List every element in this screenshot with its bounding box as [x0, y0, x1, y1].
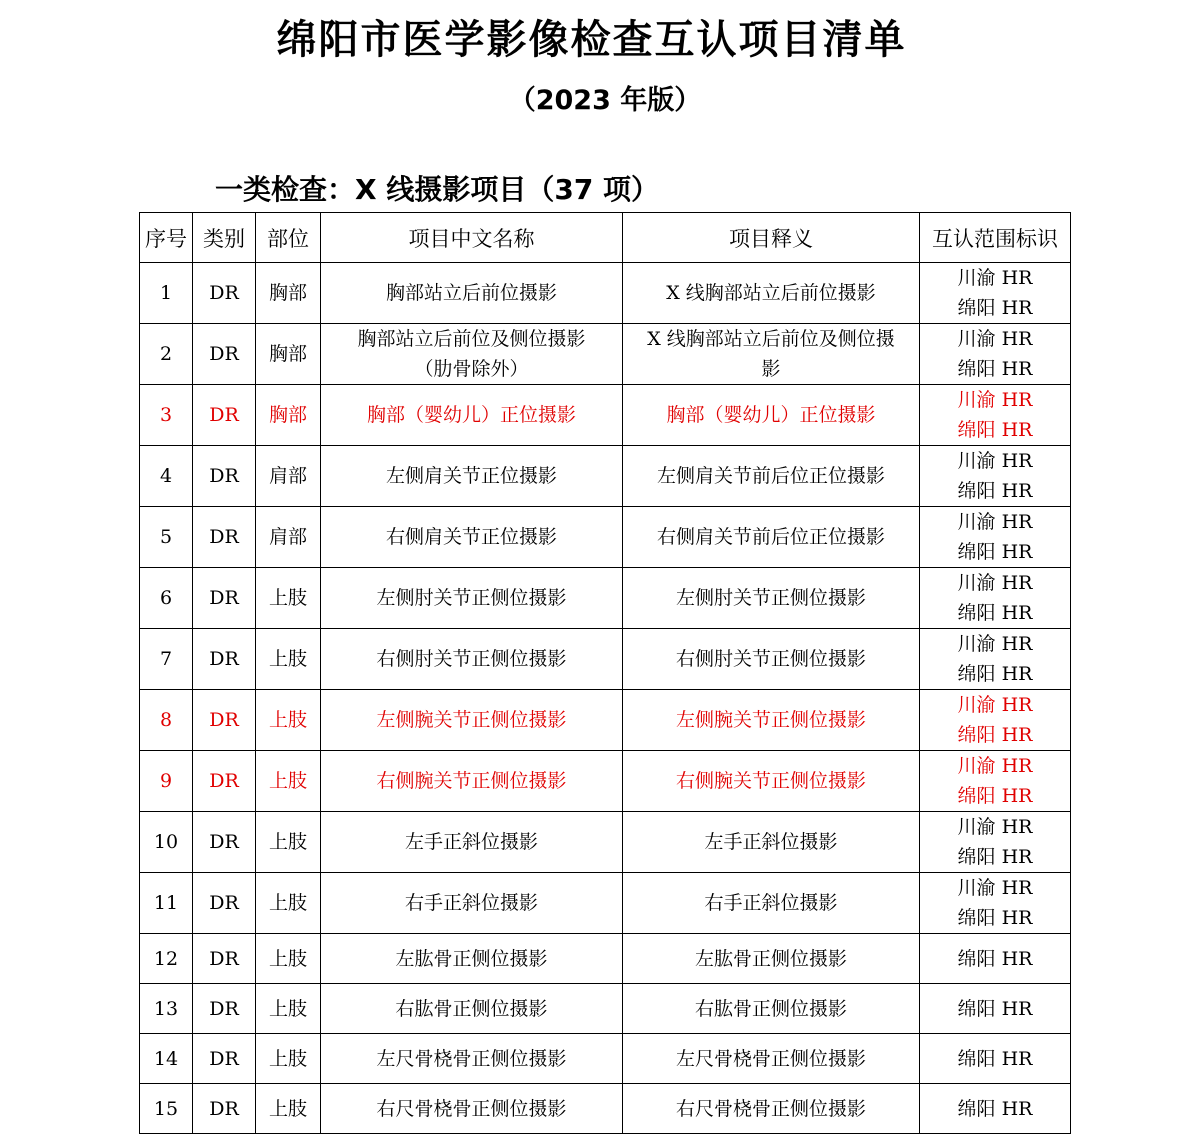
cell-body-part: 上肢: [256, 629, 321, 690]
cell-serial-number: 4: [140, 446, 193, 507]
cell-project-description-line: 影: [761, 358, 781, 380]
cell-recognition-scope-line: 川渝 HR: [957, 816, 1033, 838]
cell-project-name-line: 右手正斜位摄影: [404, 892, 538, 914]
table-body: [140, 263, 1071, 1134]
cell-body-part: 上肢: [256, 690, 321, 751]
cell-recognition-scope-line: 绵阳 HR: [957, 297, 1033, 319]
cell-project-name-line: 左侧肩关节正位摄影: [385, 465, 557, 487]
cell-serial-number: 10: [140, 812, 193, 873]
cell-project-name: [321, 812, 623, 873]
cell-project-description-line: 右肱骨正侧位摄影: [694, 997, 847, 1020]
table-row: [140, 690, 1071, 751]
cell-project-name: [321, 873, 623, 934]
table-row: [140, 629, 1071, 690]
section-heading: 一类检查：X 线摄影项目（37 项）: [215, 173, 660, 206]
cell-project-name: [321, 1034, 623, 1084]
cell-serial-number: 2: [140, 324, 193, 385]
cell-project-name: [321, 690, 623, 751]
cell-project-description: [623, 263, 920, 324]
cell-project-description: [623, 507, 920, 568]
table-row: [140, 507, 1071, 568]
cell-serial-number: 11: [140, 873, 193, 934]
cell-recognition-scope-line: 绵阳 HR: [957, 663, 1033, 685]
cell-project-name: [321, 934, 623, 984]
cell-body-part: 上肢: [256, 984, 321, 1034]
cell-project-description-line: 左尺骨桡骨正侧位摄影: [675, 1047, 866, 1070]
cell-project-name: [321, 385, 623, 446]
cell-serial-number: 5: [140, 507, 193, 568]
cell-recognition-scope-line: 绵阳 HR: [957, 602, 1033, 624]
cell-body-part: 上肢: [256, 812, 321, 873]
cell-recognition-scope-line: 川渝 HR: [957, 511, 1033, 533]
cell-category: DR: [193, 568, 256, 629]
cell-recognition-scope-line: 绵阳 HR: [957, 1097, 1033, 1120]
cell-category: DR: [193, 1034, 256, 1084]
cell-serial-number: 7: [140, 629, 193, 690]
cell-project-description: [623, 690, 920, 751]
cell-project-description: [623, 751, 920, 812]
cell-project-name-line: 左侧肘关节正侧位摄影: [376, 587, 567, 609]
cell-category: DR: [193, 873, 256, 934]
cell-project-description-line: X 线胸部站立后前位及侧位摄: [647, 328, 895, 350]
cell-project-name-line: 右肱骨正侧位摄影: [395, 997, 548, 1020]
header-project-name: 项目中文名称: [321, 213, 623, 263]
cell-project-name-line: 胸部站立后前位摄影: [385, 282, 557, 304]
cell-recognition-scope-line: 川渝 HR: [957, 267, 1033, 289]
cell-serial-number: 12: [140, 934, 193, 984]
cell-recognition-scope: [920, 446, 1071, 507]
table-row: [140, 984, 1071, 1034]
cell-recognition-scope-line: 川渝 HR: [957, 389, 1033, 411]
cell-recognition-scope-line: 绵阳 HR: [957, 785, 1033, 807]
table-row: [140, 812, 1071, 873]
cell-project-name-line: 右侧肘关节正侧位摄影: [376, 648, 567, 670]
cell-project-name-line: 右尺骨桡骨正侧位摄影: [376, 1097, 567, 1120]
cell-project-name-line: 左肱骨正侧位摄影: [395, 947, 548, 970]
table-row: [140, 751, 1071, 812]
cell-recognition-scope-line: 川渝 HR: [957, 572, 1033, 594]
header-recognition-scope: 互认范围标识: [920, 213, 1071, 263]
header-body-part: 部位: [256, 213, 321, 263]
cell-body-part: 上肢: [256, 934, 321, 984]
cell-recognition-scope: [920, 812, 1071, 873]
cell-recognition-scope-line: 绵阳 HR: [957, 907, 1033, 929]
cell-recognition-scope: [920, 751, 1071, 812]
cell-project-description: [623, 1034, 920, 1084]
cell-project-description: [623, 1084, 920, 1134]
cell-serial-number: 6: [140, 568, 193, 629]
cell-body-part: 胸部: [256, 324, 321, 385]
header-category: 类别: [193, 213, 256, 263]
cell-recognition-scope-line: 绵阳 HR: [957, 480, 1033, 502]
table-row: [140, 1084, 1071, 1134]
cell-recognition-scope: [920, 934, 1071, 984]
cell-project-name-line: （肋骨除外）: [414, 358, 529, 380]
cell-project-description: [623, 934, 920, 984]
cell-project-description: [623, 385, 920, 446]
cell-body-part: 上肢: [256, 873, 321, 934]
cell-serial-number: 8: [140, 690, 193, 751]
cell-body-part: 肩部: [256, 507, 321, 568]
cell-serial-number: 15: [140, 1084, 193, 1134]
cell-recognition-scope: [920, 385, 1071, 446]
cell-project-description-line: 右尺骨桡骨正侧位摄影: [675, 1097, 866, 1120]
table-row: [140, 385, 1071, 446]
cell-project-description-line: 左侧腕关节正侧位摄影: [675, 709, 866, 731]
cell-project-description-line: X 线胸部站立后前位摄影: [666, 282, 876, 304]
cell-body-part: 胸部: [256, 263, 321, 324]
cell-category: DR: [193, 507, 256, 568]
cell-project-description-line: 右手正斜位摄影: [704, 892, 838, 914]
cell-project-name: [321, 984, 623, 1034]
cell-recognition-scope-line: 绵阳 HR: [957, 846, 1033, 868]
cell-recognition-scope: [920, 690, 1071, 751]
cell-recognition-scope-line: 川渝 HR: [957, 694, 1033, 716]
cell-recognition-scope-line: 绵阳 HR: [957, 541, 1033, 563]
cell-recognition-scope: [920, 1034, 1071, 1084]
cell-category: DR: [193, 324, 256, 385]
cell-project-description-line: 右侧肘关节正侧位摄影: [675, 648, 866, 670]
cell-recognition-scope-line: 绵阳 HR: [957, 419, 1033, 441]
cell-recognition-scope-line: 川渝 HR: [957, 450, 1033, 472]
cell-recognition-scope-line: 川渝 HR: [957, 877, 1033, 899]
cell-project-description: [623, 812, 920, 873]
cell-category: DR: [193, 385, 256, 446]
cell-project-description-line: 右侧肩关节前后位正位摄影: [656, 526, 885, 548]
cell-serial-number: 13: [140, 984, 193, 1034]
cell-project-description-line: 左侧肩关节前后位正位摄影: [656, 465, 885, 487]
cell-recognition-scope: [920, 507, 1071, 568]
cell-project-description: [623, 873, 920, 934]
cell-project-description: [623, 984, 920, 1034]
cell-project-name-line: 胸部站立后前位及侧位摄影: [357, 328, 586, 350]
cell-body-part: 上肢: [256, 751, 321, 812]
cell-project-name: [321, 446, 623, 507]
cell-category: DR: [193, 751, 256, 812]
document-title: 绵阳市医学影像检查互认项目清单: [276, 17, 907, 63]
table-row: [140, 324, 1071, 385]
cell-serial-number: 14: [140, 1034, 193, 1084]
table-row: [140, 934, 1071, 984]
cell-project-name: [321, 1084, 623, 1134]
cell-recognition-scope: [920, 263, 1071, 324]
cell-category: DR: [193, 263, 256, 324]
cell-category: DR: [193, 934, 256, 984]
cell-recognition-scope: [920, 629, 1071, 690]
cell-project-name: [321, 507, 623, 568]
cell-category: DR: [193, 446, 256, 507]
cell-project-description-line: 左侧肘关节正侧位摄影: [675, 587, 866, 609]
cell-project-name: [321, 263, 623, 324]
table-row: [140, 568, 1071, 629]
cell-serial-number: 9: [140, 751, 193, 812]
cell-project-name: [321, 324, 623, 385]
cell-project-description: [623, 446, 920, 507]
cell-category: DR: [193, 690, 256, 751]
cell-category: DR: [193, 1084, 256, 1134]
table-row: [140, 873, 1071, 934]
cell-category: DR: [193, 629, 256, 690]
cell-project-name: [321, 751, 623, 812]
cell-recognition-scope: [920, 324, 1071, 385]
cell-recognition-scope-line: 川渝 HR: [957, 328, 1033, 350]
cell-project-name-line: 左手正斜位摄影: [404, 831, 538, 853]
cell-recognition-scope: [920, 1084, 1071, 1134]
cell-project-description: [623, 324, 920, 385]
cell-serial-number: 1: [140, 263, 193, 324]
cell-recognition-scope-line: 川渝 HR: [957, 633, 1033, 655]
cell-recognition-scope-line: 绵阳 HR: [957, 724, 1033, 746]
cell-project-name: [321, 629, 623, 690]
cell-project-name-line: 右侧肩关节正位摄影: [385, 526, 557, 548]
cell-serial-number: 3: [140, 385, 193, 446]
header-project-description: 项目释义: [623, 213, 920, 263]
cell-body-part: 上肢: [256, 1034, 321, 1084]
table-row: [140, 446, 1071, 507]
cell-project-name-line: 胸部（婴幼儿）正位摄影: [366, 404, 576, 426]
cell-project-name: [321, 568, 623, 629]
header-serial-number: 序号: [140, 213, 193, 263]
cell-recognition-scope-line: 绵阳 HR: [957, 1047, 1033, 1070]
cell-project-name-line: 左尺骨桡骨正侧位摄影: [376, 1047, 567, 1070]
cell-body-part: 肩部: [256, 446, 321, 507]
cell-recognition-scope-line: 绵阳 HR: [957, 358, 1033, 380]
cell-body-part: 胸部: [256, 385, 321, 446]
document-subtitle: （2023 年版）: [508, 85, 702, 116]
cell-body-part: 上肢: [256, 1084, 321, 1134]
cell-recognition-scope-line: 川渝 HR: [957, 755, 1033, 777]
table-row: [140, 1034, 1071, 1084]
cell-recognition-scope: [920, 568, 1071, 629]
cell-project-description-line: 左肱骨正侧位摄影: [694, 947, 847, 970]
cell-category: DR: [193, 812, 256, 873]
cell-project-description-line: 右侧腕关节正侧位摄影: [675, 770, 866, 792]
cell-recognition-scope-line: 绵阳 HR: [957, 947, 1033, 970]
cell-project-description-line: 胸部（婴幼儿）正位摄影: [666, 404, 876, 426]
cell-category: DR: [193, 984, 256, 1034]
cell-recognition-scope: [920, 873, 1071, 934]
cell-recognition-scope-line: 绵阳 HR: [957, 997, 1033, 1020]
cell-project-description: [623, 629, 920, 690]
cell-project-description: [623, 568, 920, 629]
project-table: [139, 212, 1071, 1134]
cell-project-name-line: 左侧腕关节正侧位摄影: [376, 709, 567, 731]
cell-recognition-scope: [920, 984, 1071, 1034]
cell-project-name-line: 右侧腕关节正侧位摄影: [376, 770, 567, 792]
table-row: [140, 263, 1071, 324]
cell-body-part: 上肢: [256, 568, 321, 629]
cell-project-description-line: 左手正斜位摄影: [704, 831, 838, 853]
table-header-row: [140, 213, 1071, 263]
